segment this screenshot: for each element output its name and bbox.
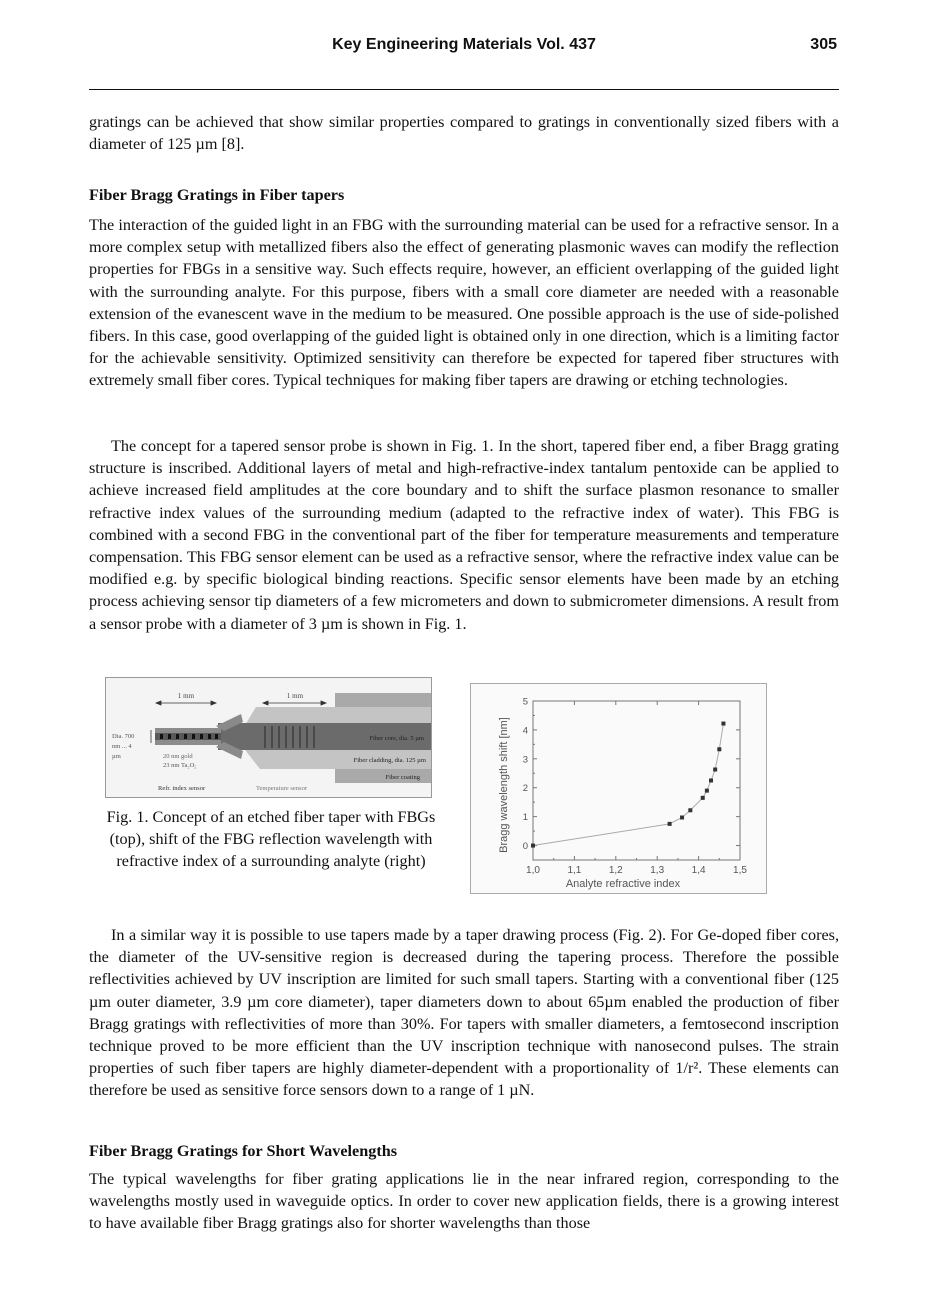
svg-text:0: 0 [522, 841, 528, 853]
svg-text:1,5: 1,5 [733, 865, 747, 876]
section-heading: Fiber Bragg Gratings in Fiber tapers [89, 186, 345, 204]
refr-sensor-label: Refr. index sensor [158, 785, 206, 792]
dia-label-1: Dia. 700 [112, 733, 135, 740]
paragraph-short-wavelengths [89, 1168, 839, 1235]
paragraph-text: The concept for a tapered sensor probe is shown in Fig. 1. In the short, tapered fiber end, a fiber Bragg grating structure is inscribed. Additional layers of metal and high-refractive-index tantalum pentoxide can be applied to achieve increased field amplitudes at the core boundary and to shift the surface plasmon resonance to smaller refractive index values of the surrounding medium (adapted to the refractive index of water). This FBG is combined with a second FBG in the conventional part of the fiber for temperature measurements and temperature compensation. This FBG sensor element can be used as a refractive sensor, where the refractive index value can be modified e.g. by specific biological binding reactions. Specific sensor elements have been made by an etching process achieving sensor tip diameters of a few micrometers and down to submicrometer dimensions. A result from a sensor probe with a diameter of 3 µm is shown in Fig. 1. [89, 437, 839, 633]
paragraph-continuation [89, 111, 839, 155]
svg-text:3: 3 [522, 754, 528, 766]
dia-label-2: nm ... 4 [112, 743, 132, 750]
svg-text:2: 2 [522, 783, 528, 795]
svg-text:1,3: 1,3 [650, 865, 665, 876]
figure-fiber-taper-diagram [105, 677, 432, 798]
section-short-wavelengths [89, 1140, 839, 1162]
figure-caption: Fig. 1. Concept of an etched fiber taper with FBGs (top), shift of the FBG reflection wavelength with refractive index of a surrounding analyte (right) [106, 808, 436, 870]
scale-label-left: 1 mm [177, 692, 195, 700]
fiber-taper-schematic [106, 678, 431, 797]
cladding-label: Fiber cladding, dia. 125 µm [353, 757, 426, 764]
svg-text:1,4: 1,4 [691, 865, 706, 876]
section-fiber-tapers [89, 184, 839, 206]
svg-text:1,1: 1,1 [567, 865, 582, 876]
svg-text:5: 5 [522, 696, 528, 708]
fiber-coating-top [335, 693, 431, 707]
page-number: 305 [810, 36, 837, 53]
dia-label-3: µm [112, 753, 121, 760]
paragraph-text: The interaction of the guided light in an FBG with the surrounding material can be used for a refractive sensor. In a more complex setup with metallized fibers also the effect of generating plasmonic waves can modify the reflection properties for FBGs in a sensitive way. Such effects require, however, an efficient overlapping of the guided light with the surrounding analyte. For this purpose, fibers with a small core diameter are needed with a reasonable extension of the evanescent wave in the medium to be measured. One possible approach is the use of side-polished fibers. In this case, good overlapping of the guided light is obtained only in one direction, which is a limiting factor for the achievable sensitivity. Optimized sensitivity can therefore be expected for tapered fiber structures with extremely small fiber cores. Typical techniques for making fiber tapers are drawing or etching technologies. [89, 216, 839, 390]
scale-label-right: 1 mm [286, 692, 304, 700]
figure-bragg-shift-chart [470, 683, 767, 894]
paragraph-text: In a similar way it is possible to use tapers made by a taper drawing process (Fig. 2). For Ge-doped fiber cores, the diameter of the UV-sensitive region is decreased during the tapering process. Therefore the possible reflectivities achieved by UV inscription are limited for such small tapers. Starting with a conventional fiber (125 µm outer diameter, 3.9 µm core diameter), taper diameters down to about 65µm enabled the production of fiber Bragg gratings with reflectivities of more than 30%. For tapers with smaller diameters, a femtosecond inscription technique proved to be more efficient than the UV inscription technique with nanosecond pulses. The strain properties of such fiber tapers are highly diameter-dependent with a proportionality of 1/r². These elements can therefore be used as sensitive force sensors down to a range of 1 µN. [89, 926, 839, 1100]
paragraph-text: The typical wavelengths for fiber grating applications lie in the near infrared region, corresponding to the wavelengths mostly used in waveguide optics. In order to cover new application fields, there is a growing interest to have available fiber Bragg gratings also for shorter wavelengths than those [89, 1170, 839, 1233]
y-axis-label: Bragg wavelength shift [nm] [498, 717, 510, 853]
svg-text:1,2: 1,2 [608, 865, 623, 876]
section-heading: Fiber Bragg Gratings for Short Wavelengths [89, 1142, 398, 1160]
bragg-shift-plot [471, 684, 766, 893]
running-head [89, 36, 839, 58]
svg-text:4: 4 [522, 725, 528, 737]
core-label: Fiber core, dia. 5 µm [369, 735, 424, 742]
header-rule [89, 89, 839, 90]
coating-label: Fiber coating [385, 774, 420, 781]
paragraph-interaction [89, 214, 839, 392]
paragraph-taper-drawing [89, 924, 839, 1102]
ta2o5-layer-label: 23 nm Ta₂O₅ [163, 762, 197, 769]
svg-text:1: 1 [522, 812, 528, 824]
gold-layer-label: 20 nm gold [163, 753, 193, 760]
svg-text:1,0: 1,0 [526, 865, 540, 876]
journal-title: Key Engineering Materials Vol. 437 [332, 36, 596, 53]
paragraph-concept [89, 435, 839, 635]
x-axis-label: Analyte refractive index [565, 878, 681, 890]
temp-sensor-label: Temperature sensor [256, 785, 307, 792]
paragraph-text: gratings can be achieved that show similar properties compared to gratings in conventionally sized fibers with a diameter of 125 µm [8]. [89, 113, 839, 154]
